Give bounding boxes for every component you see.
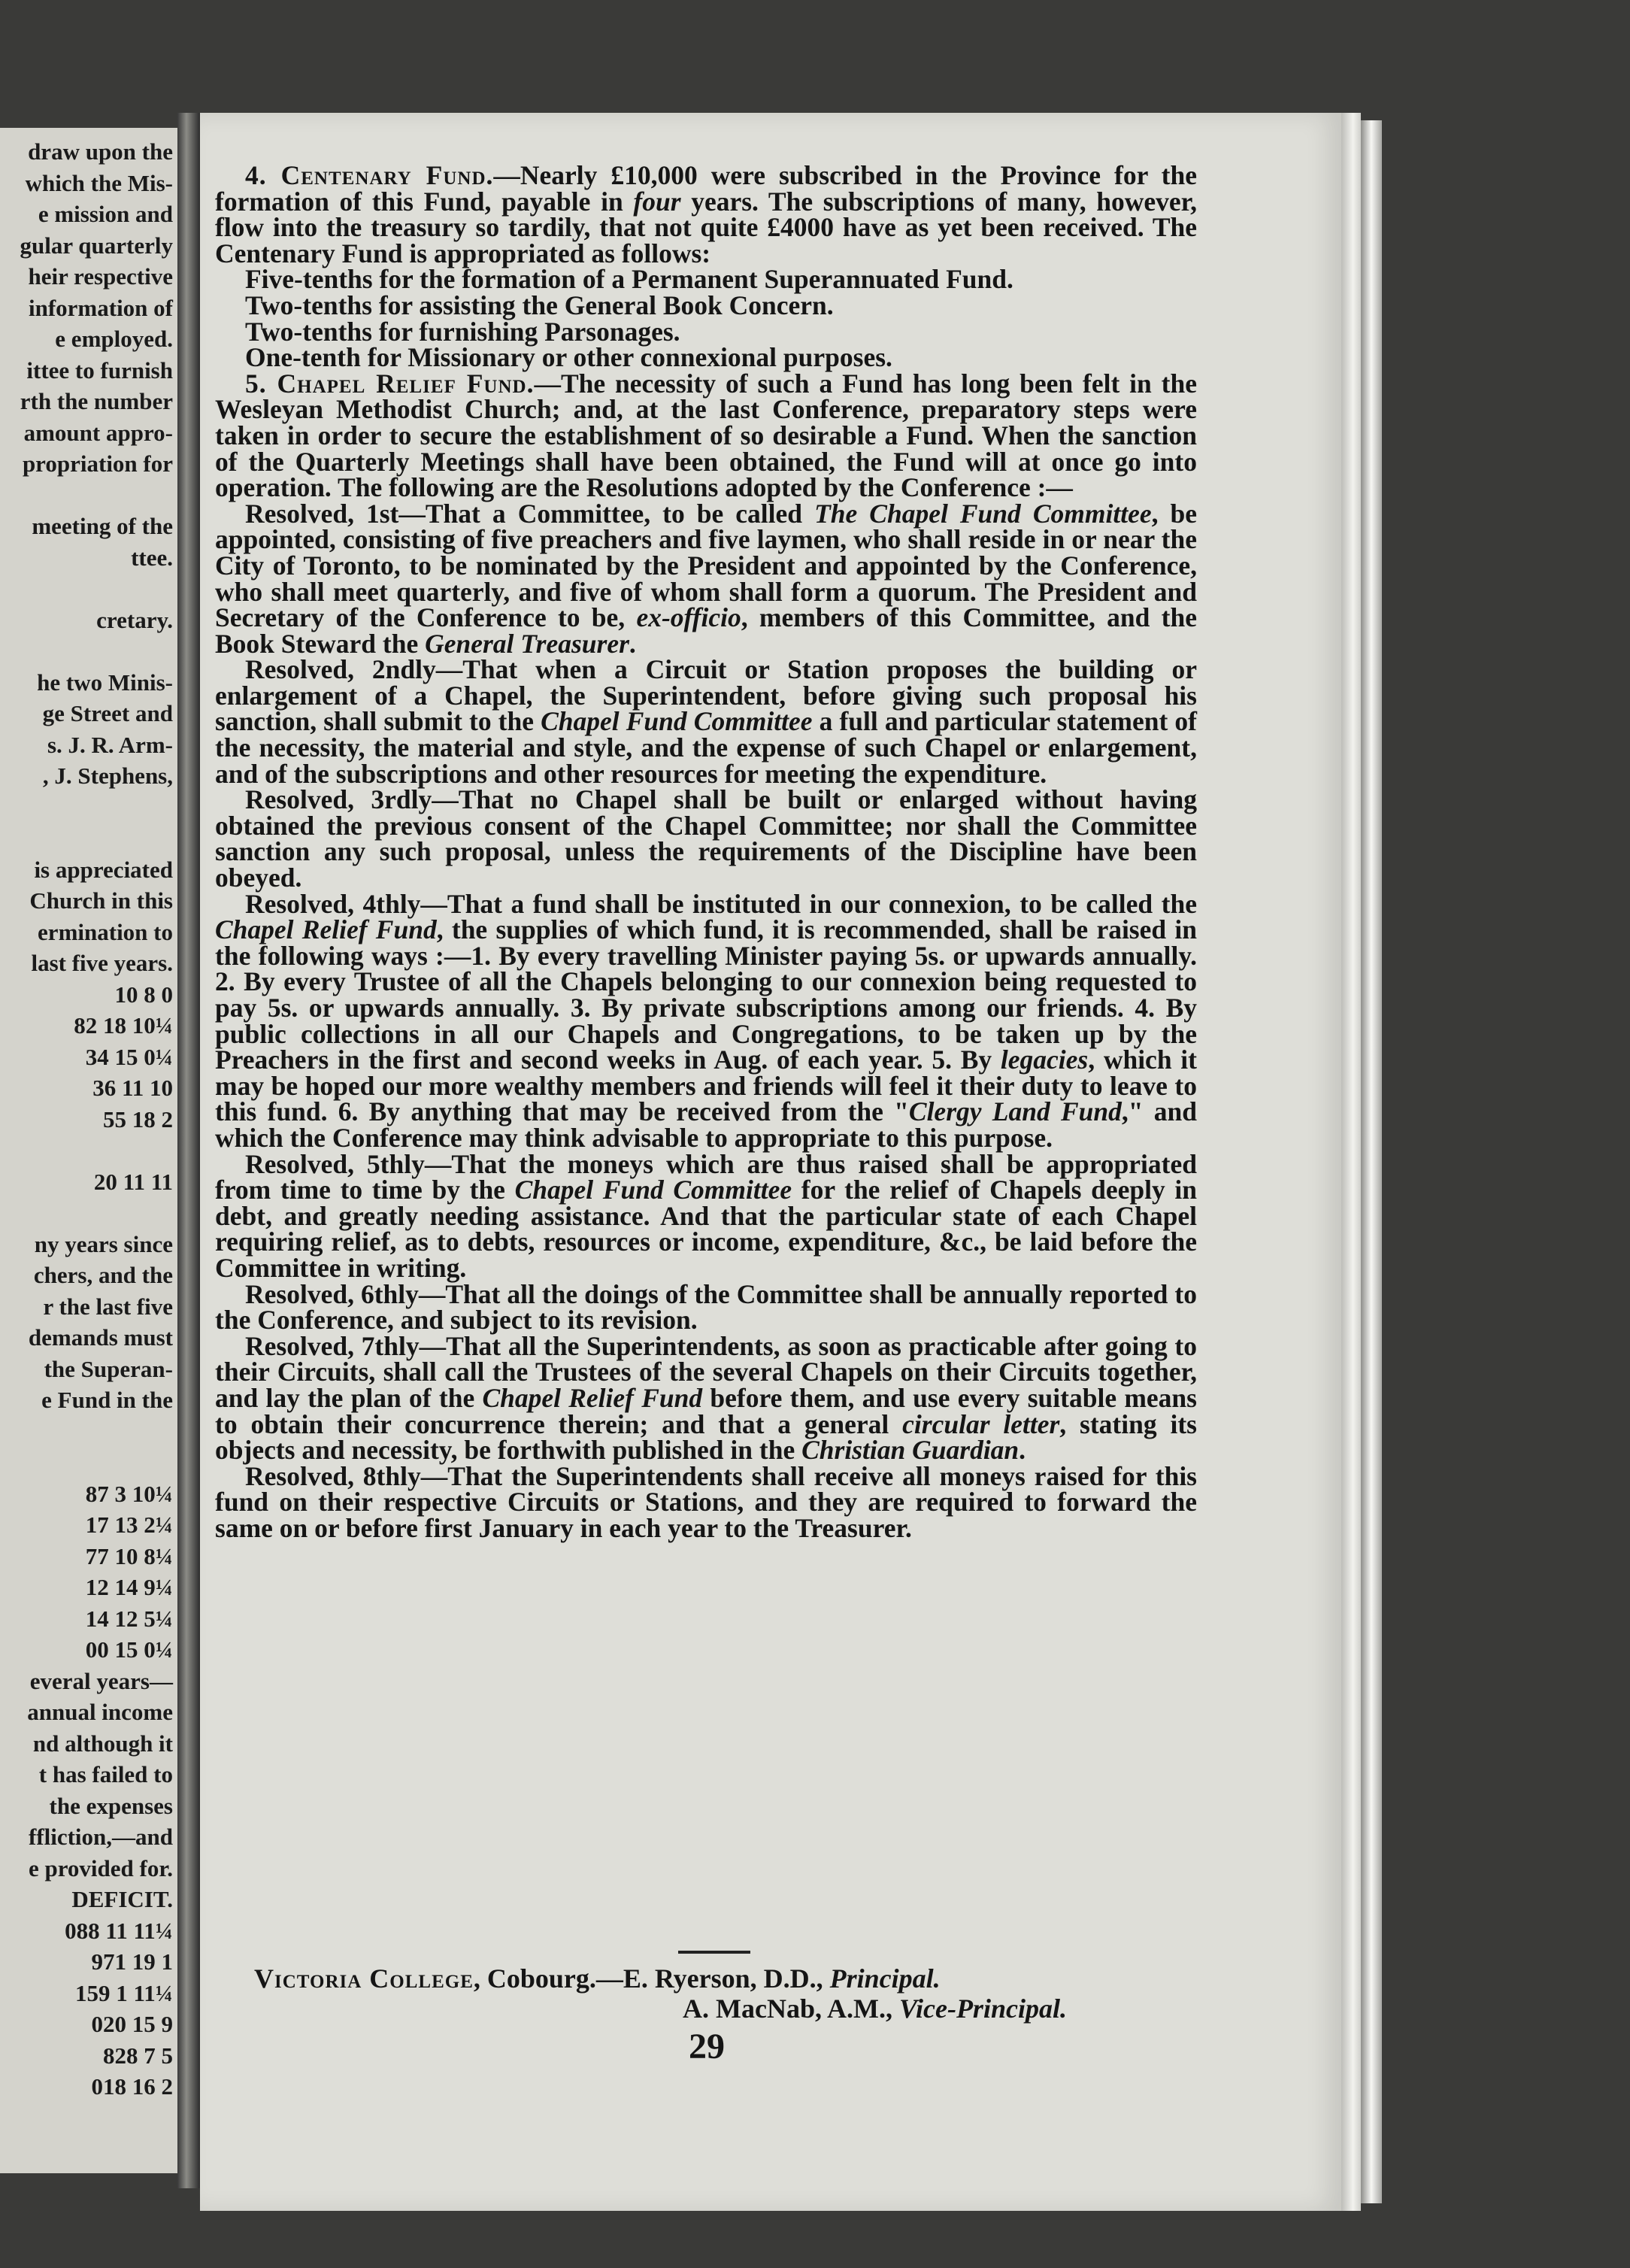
left-page-line: draw upon the [28,138,173,165]
left-page-line: , J. Stephens, [42,763,173,789]
college-line: Victoria College, Cobourg.—E. Ryerson, D.D., Principal. [254,1963,941,1994]
resolution-paragraph: Resolved, 5thly—That the moneys which are thus raised shall be appropriated from time to time by the Chapel Fund Committee for the relief of Chapels deeply in debt, and greatly needing assistance. And that the particular state of each Chapel requiring relief, as to debts, resources or income, expenditure, &c., be laid before the Committee in writing. [215,1148,1197,1283]
page-edge-outer [1361,120,1382,2203]
left-page-line: gular quarterly [20,232,173,259]
left-page-line: ffliction,—and [28,1824,173,1850]
chapel-relief-fund-paragraph: 5. Chapel Relief Fund.—The necessity of such a Fund has long been felt in the Wesleyan Methodist Church; and, at the last Conference, preparatory steps were taken in order to secure the establishment of so desirable a Fund. When the sanction of the Quarterly Meetings shall have been obtained, the Fund will at once go into operation. The following are the Resolutions adopted by the Conference :— [215,368,1197,503]
left-page-line: 36 11 10 [92,1075,173,1101]
left-page-line: which the Mis- [25,169,173,196]
left-page-line: DEFICIT. [71,1886,173,1912]
left-page-line: nd although it [32,1730,173,1757]
page-body-text [215,162,1197,1541]
left-page-line: is appreciated [34,856,173,883]
left-page-line: 00 15 0¼ [85,1636,173,1663]
left-page-line: rth the number [20,388,173,414]
left-page-line: ttee. [131,544,173,571]
left-page-line: information of [28,294,173,321]
left-page-line: heir respective [28,263,173,290]
left-page-line: 10 8 0 [114,981,173,1008]
left-page-line: Church in this [29,887,173,914]
left-page-line: 971 19 1 [91,1948,173,1975]
resolution-paragraph: Resolved, 3rdly—That no Chapel shall be built or enlarged without having obtained the previous consent of the Chapel Committee; nor shall the Committee sanction any such proposal, unless the requirements of the Discipline have been obeyed. [215,784,1197,893]
left-page-line: ge Street and [42,700,173,726]
left-page-line: r the last five [43,1293,173,1320]
allocation-item: Five-tenths for the formation of a Permanent Superannuated Fund. [245,264,1013,295]
book-page [200,113,1341,2211]
left-page-line: s. J. R. Arm- [47,731,173,758]
resolutions-list [215,498,1198,1543]
left-page-line: 020 15 9 [91,2011,173,2037]
section-rule [678,1951,750,1954]
allocation-item: Two-tenths for assisting the General Book Concern. [245,290,834,320]
left-page-line: 87 3 10¼ [85,1480,173,1507]
left-page-line: 77 10 8¼ [85,1542,173,1569]
resolution-paragraph: Resolved, 2ndly—That when a Circuit or Station proposes the building or enlargement of a Chapel, the Superintendent, before giving such proposal his sanction, shall submit to the Chapel Fund Committee a full and particular statement of the necessity, the material and style, and the expense of such Chapel or enlargement, and of the subscriptions and other resources for meeting the expenditure. [215,654,1198,789]
resolution-paragraph: Resolved, 8thly—That the Superintendents shall receive all moneys raised for this fund on their respective Circuits or Stations, and they are required to forward the same on or before first January in each year to the Treasurer. [215,1460,1197,1543]
resolution-paragraph: Resolved, 7thly—That all the Superintendents, as soon as practicable after going to their Circuits, shall call the Trustees of the several Chapels on their Circuits together, and lay the plan of the Chapel Relief Fund before them, and use every suitable means to obtain their concurrence therein; and that a general circular letter, stating its objects and necessity, be forthwith published in the Christian Guardian. [215,1330,1197,1466]
chapel-relief-fund-heading: 5. Chapel Relief Fund. [245,368,535,399]
left-page-line: 828 7 5 [103,2042,173,2069]
left-page-line: e Fund in the [41,1387,173,1413]
left-page-line: meeting of the [32,513,173,539]
left-page-line: 159 1 11¼ [74,1979,173,2006]
left-page-line: 14 12 5¼ [85,1605,173,1632]
left-page-line: 17 13 2¼ [85,1511,173,1538]
left-page-line: ermination to [38,918,173,945]
left-page-line: propriation for [22,450,173,477]
left-page-line: 55 18 2 [103,1105,173,1132]
left-page-line: e employed. [55,326,173,352]
resolution-paragraph: Resolved, 6thly—That all the doings of the Committee shall be annually reported to the Conference, and subject to its revision. [215,1278,1197,1336]
left-page-line: the Superan- [44,1355,173,1382]
left-page-line: ittee to furnish [26,356,173,384]
left-page-line: 018 16 2 [91,2073,173,2100]
left-page-line: amount appro- [23,419,173,446]
left-page-line: e mission and [38,201,173,227]
allocation-item: Two-tenths for furnishing Parsonages. [245,316,680,347]
centenary-fund-paragraph: 4. Centenary Fund.—Nearly £10,000 were subscribed in the Province for the formation of this Fund, payable in four years. The subscriptions of many, however, flow into the treasury so tardily, that not quite £4000 have as yet been received. The Centenary Fund is appropriated as follows: [215,160,1198,268]
left-page-line: 82 18 10¼ [74,1012,173,1038]
left-page-line: last five years. [31,950,173,976]
resolution-paragraph: Resolved, 1st—That a Committee, to be called The Chapel Fund Committee, be appointed, consisting of five preachers and five laymen, who shall reside in or near the City of Toronto, to be nominated by the President and appointed by the Conference, who shall meet quarterly, and five of whom shall form a quorum. The President and Secretary of the Conference to be, ex-officio, members of this Committee, and the Book Steward the General Treasurer. [215,498,1198,659]
college-name: Victoria College [254,1963,474,1994]
left-page-line: e provided for. [28,1854,173,1881]
left-page-line: annual income [27,1699,173,1725]
left-page-line: 12 14 9¼ [85,1574,173,1600]
centenary-fund-heading: 4. Centenary Fund. [245,160,494,190]
left-page-line: everal years— [29,1667,173,1694]
left-page-line: chers, and the [33,1262,173,1288]
left-page-line: 20 11 11 [93,1168,173,1195]
page-edge [1341,113,1361,2211]
left-page-line: cretary. [96,606,173,633]
book-gutter [177,113,200,2188]
left-page-line: demands must [28,1324,173,1351]
page-number: 29 [689,2027,725,2066]
left-facing-page [0,128,177,2173]
left-page-line: t has failed to [38,1761,173,1787]
left-page-line: ny years since [34,1230,173,1257]
allocation-item: One-tenth for Missionary or other connexional purposes. [245,342,892,373]
left-page-line: he two Minis- [37,669,173,696]
resolution-paragraph: Resolved, 4thly—That a fund shall be instituted in our connexion, to be called the Chapel Relief Fund, the supplies of which fund, it is recommended, shall be raised in the following ways :—1. By every travelling Minister paying 5s. or upwards annually. 2. By every Trustee of all the Chapels belonging to our connexion being requested to pay 5s. or upwards annually. 3. By private subscriptions among our friends. 4. By public collections in all our Chapels and Congregations, to be taken up by the Preachers in the first and second weeks in Aug. of each year. 5. By legacies, which it may be hoped our more wealthy members and friends will feel it their duty to leave to this fund. 6. By anything that may be received from the "Clergy Land Fund," and which the Conference may think advisable to appropriate to this purpose. [215,888,1197,1153]
left-page-line: the expenses [49,1792,173,1819]
vice-principal-line: A. MacNab, A.M., Vice-Principal. [683,1994,1067,2024]
left-page-line: 34 15 0¼ [85,1043,173,1070]
left-page-line: 088 11 11¼ [65,1917,173,1944]
